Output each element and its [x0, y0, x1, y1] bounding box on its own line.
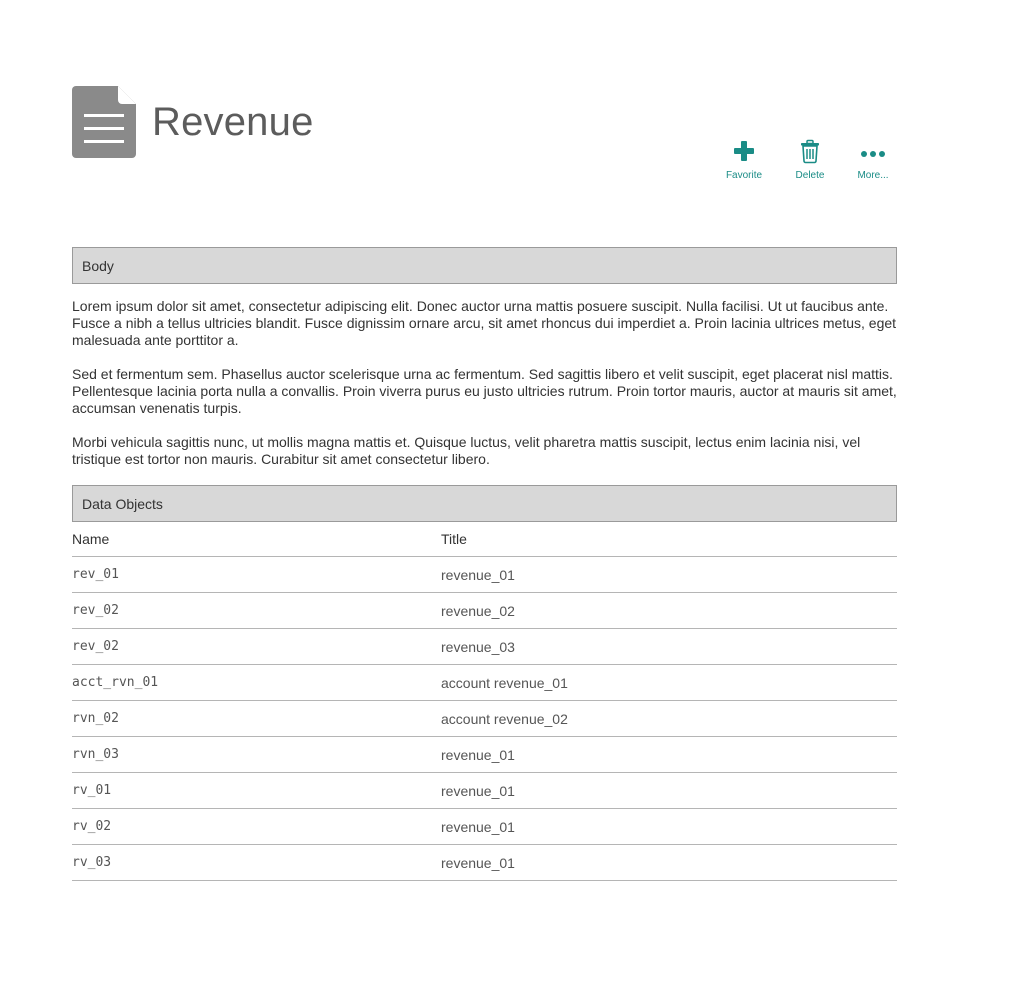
more-dots-icon — [860, 138, 886, 164]
table-row[interactable] — [72, 809, 897, 845]
cell-title: revenue_01 — [441, 746, 515, 763]
cell-name: rv_03 — [72, 855, 112, 870]
body-paragraph: Morbi vehicula sagittis nunc, ut mollis magna mattis et. Quisque luctus, velit pharetra mattis suscipit, lectus enim lacinia nisi, vel tristique est tortor non mauris. Curabitur sit amet consectetur libero. — [72, 434, 861, 467]
trash-icon — [797, 138, 823, 164]
more-button[interactable] — [847, 138, 899, 181]
data-objects-section-title: Data Objects — [82, 495, 163, 512]
cell-title: revenue_01 — [441, 782, 515, 799]
column-header-name[interactable]: Name — [72, 531, 110, 547]
cell-name: rvn_03 — [72, 747, 119, 762]
table-row[interactable] — [72, 593, 897, 629]
table-row[interactable] — [72, 701, 897, 737]
table-row[interactable] — [72, 845, 897, 881]
cell-title: revenue_02 — [441, 602, 515, 619]
data-objects-table — [72, 522, 897, 881]
cell-name: acct_rvn_01 — [72, 675, 159, 690]
data-objects-section-header — [72, 485, 897, 522]
cell-name: rev_02 — [72, 603, 119, 618]
page-header — [72, 86, 314, 158]
body-paragraph: Sed et fermentum sem. Phasellus auctor scelerisque urna ac fermentum. Sed sagittis libero et velit suscipit, eget placerat nisl mattis. Pellentesque lacinia porta nulla a convallis. Proin viverra purus eu justo ultricies rutrum. Proin tortor mauris, auctor at mauris sit amet, accumsan venenatis turpis. — [72, 366, 897, 416]
cell-title: revenue_03 — [441, 638, 515, 655]
table-header-row — [72, 522, 897, 557]
body-section-title: Body — [82, 257, 114, 274]
cell-name: rvn_02 — [72, 711, 119, 726]
cell-name: rev_02 — [72, 639, 119, 654]
more-label: More... — [857, 170, 889, 181]
table-row[interactable] — [72, 773, 897, 809]
favorite-button[interactable] — [718, 138, 770, 181]
table-row[interactable] — [72, 737, 897, 773]
cell-name: rv_01 — [72, 783, 112, 798]
body-section-header — [72, 247, 897, 284]
cell-title: revenue_01 — [441, 566, 515, 583]
table-row[interactable] — [72, 557, 897, 593]
delete-button[interactable] — [784, 138, 836, 181]
table-row[interactable] — [72, 665, 897, 701]
delete-label: Delete — [795, 170, 825, 181]
column-header-title[interactable]: Title — [441, 531, 467, 547]
table-row[interactable] — [72, 629, 897, 665]
cell-title: revenue_01 — [441, 854, 515, 871]
cell-title: account revenue_02 — [441, 710, 568, 727]
cell-title: account revenue_01 — [441, 674, 568, 691]
cell-name: rv_02 — [72, 819, 112, 834]
page-title: Revenue — [152, 100, 314, 144]
cell-title: revenue_01 — [441, 818, 515, 835]
body-content — [72, 298, 898, 485]
document-icon — [72, 86, 136, 158]
body-paragraph: Lorem ipsum dolor sit amet, consectetur adipiscing elit. Donec auctor urna mattis posuere suscipit. Nulla facilisi. Ut ut faucibus ante. Fusce a nibh a tellus ultricies blandit. Fusce dignissim ornare arcu, sit amet rhoncus dui imperdiet a. Proin lacinia ultrices metus, eget malesuada ante porttitor a. — [72, 298, 897, 348]
plus-icon — [731, 138, 757, 164]
action-toolbar — [718, 138, 899, 181]
cell-name: rev_01 — [72, 567, 119, 582]
favorite-label: Favorite — [725, 170, 763, 181]
